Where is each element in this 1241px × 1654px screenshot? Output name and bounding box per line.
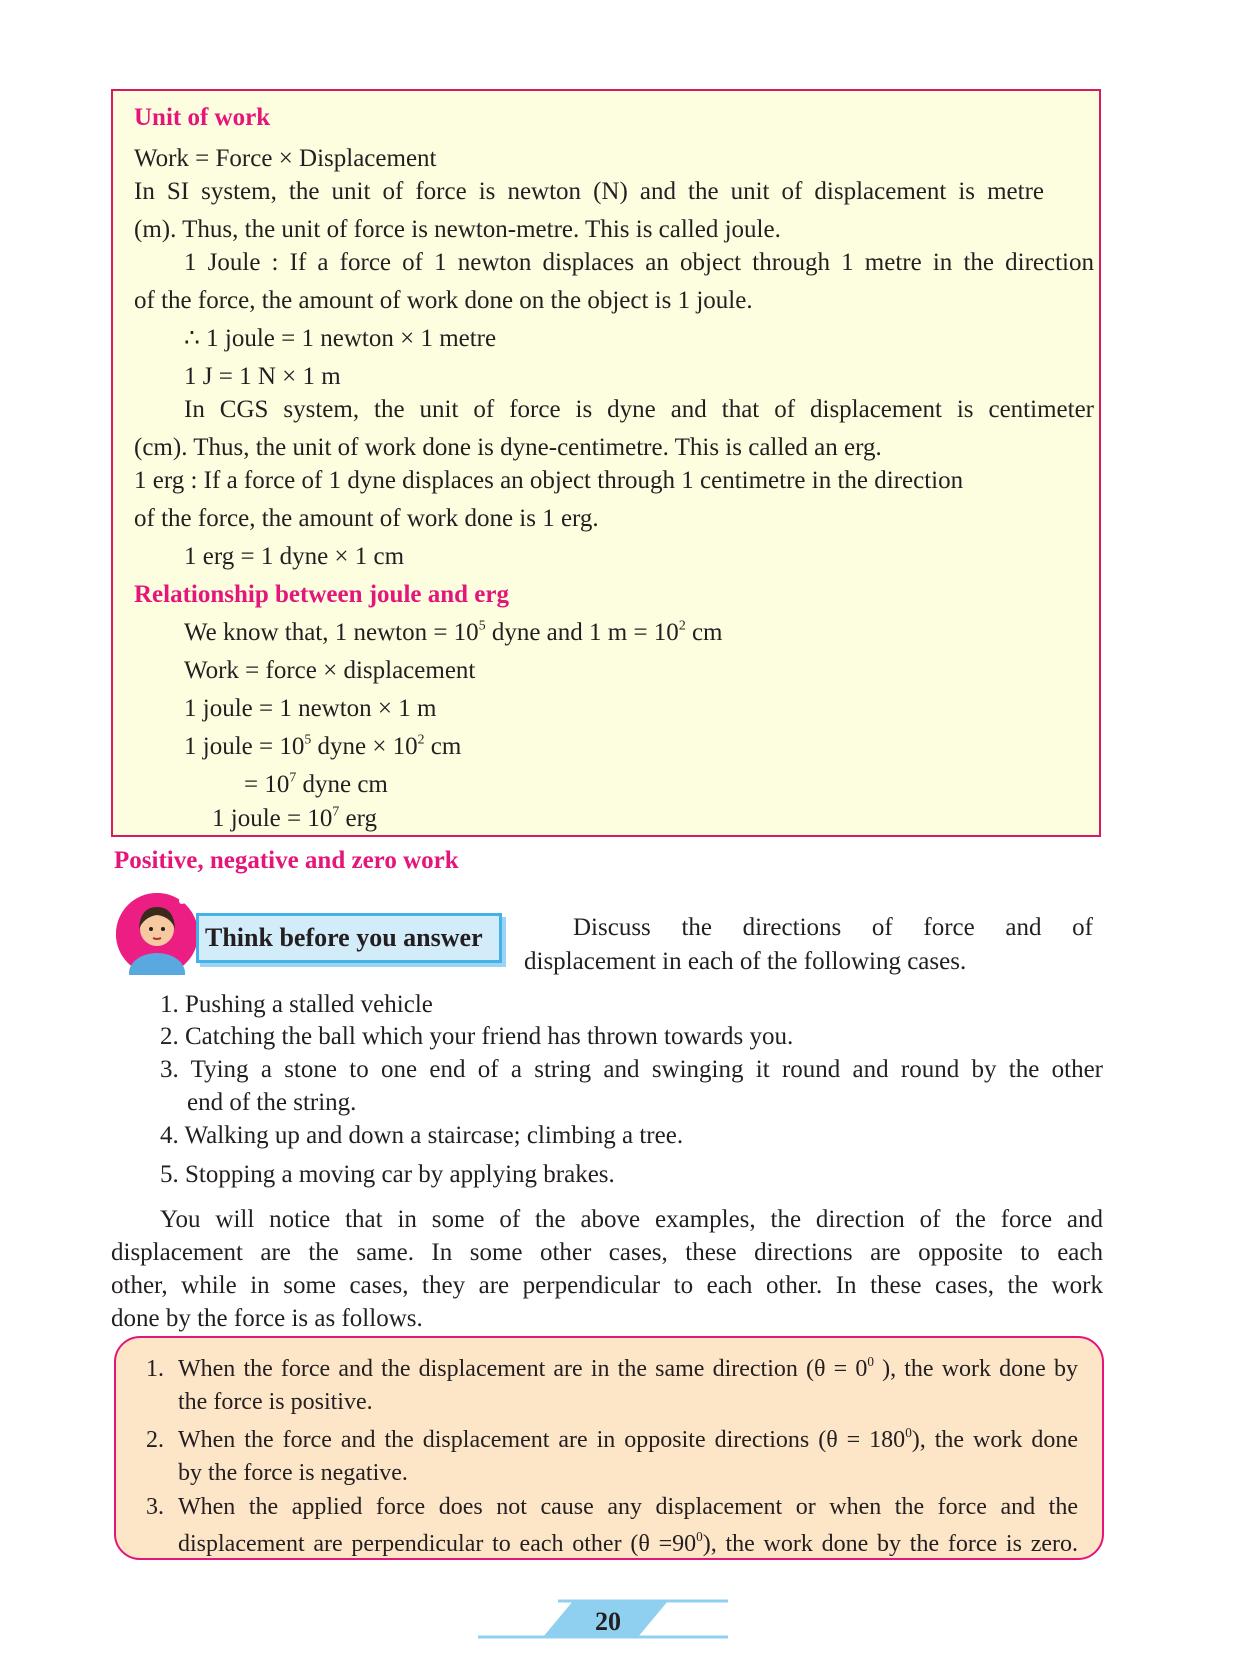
si-unit-text: In SI system, the unit of force is newton (N) and the unit of displacement is metre [134, 178, 1044, 205]
rule-3-cont: displacement are perpendicular to each other $(\theta =90^0)$, the work done by the force is zero. [178, 1529, 1078, 1557]
erg-equation: 1 erg = 1 dyne × 1 cm [184, 543, 405, 570]
erg-definition: 1 erg : If a force of 1 dyne displaces an object through 1 centimetre in the direction [134, 467, 964, 494]
rule-1-number: 1. [146, 1356, 164, 1382]
joule-equation: ∴ 1 joule = 1 newton × 1 metre [184, 325, 497, 352]
rule-1-cont: the force is positive. [178, 1389, 373, 1415]
para-line-3: other, while in some cases, they are perpendicular to each other. In these cases, the work [111, 1272, 1103, 1299]
thinking-girl-icon [116, 893, 198, 975]
joule-symbol-equation: 1 J = 1 N × 1 m [184, 363, 341, 390]
relation-line-5: = $10^7$ dyne cm [244, 769, 388, 798]
section-heading: Positive, negative and zero work [114, 847, 459, 874]
rule-2-cont: by the force is negative. [178, 1460, 408, 1486]
si-unit-text-2: (m). Thus, the unit of force is newton-metre. This is called joule. [134, 216, 781, 243]
rule-3-number: 3. [146, 1494, 164, 1520]
case-4: 4. Walking up and down a staircase; climbing a tree. [160, 1122, 684, 1149]
joule-definition: 1 Joule : If a force of 1 newton displaces an object through 1 metre in the direction [184, 249, 1094, 276]
case-1: 1. Pushing a stalled vehicle [160, 991, 433, 1018]
case-2: 2. Catching the ball which your friend has thrown towards you. [160, 1023, 794, 1050]
rule-2: When the force and the displacement are in opposite directions $(\theta = 180^0)$, the work done [178, 1425, 1078, 1453]
cgs-unit-text: In CGS system, the unit of force is dyne and that of displacement is centimeter [184, 396, 1094, 423]
case-3: 3. Tying a stone to one end of a string and swinging it round and round by the other [160, 1056, 1103, 1083]
think-intro-1: Discuss the directions of force and of [573, 914, 1093, 941]
joule-erg-heading: Relationship between joule and erg [134, 581, 509, 608]
relation-line-3: 1 joule = 1 newton × 1 m [184, 695, 437, 722]
case-5: 5. Stopping a moving car by applying brakes. [160, 1161, 615, 1188]
page-number: 20 [595, 1607, 621, 1636]
rule-3: When the applied force does not cause any displacement or when the force and the [178, 1494, 1078, 1520]
joule-definition-2: of the force, the amount of work done on the object is 1 joule. [134, 287, 753, 314]
relation-line-4: 1 joule = $10^5$ dyne × $10^2$ cm [184, 731, 462, 760]
para-line-2: displacement are the same. In some other cases, these directions are opposite to each [111, 1239, 1103, 1266]
relation-line-2: Work = force × displacement [184, 657, 476, 684]
rule-1: When the force and the displacement are in the same direction ($\theta = 0^0$ ), the work done by [178, 1354, 1078, 1382]
erg-definition-2: of the force, the amount of work done is 1 erg. [134, 505, 599, 532]
case-3-cont: end of the string. [187, 1089, 357, 1116]
rule-2-number: 2. [146, 1427, 164, 1453]
relation-line-1: We know that, 1 newton = $10^5$ dyne and 1 $m = 10^2$ cm [184, 617, 723, 646]
para-line-4: done by the force is as follows. [111, 1305, 423, 1332]
think-intro-2: displacement in each of the following cases. [524, 948, 967, 975]
work-formula: Work = Force × Displacement [134, 145, 437, 172]
think-before-answer-label: Think before you answer [196, 913, 502, 963]
relation-line-6: 1 joule = $10^7$ erg [212, 803, 377, 832]
para-line-1: You will notice that in some of the above examples, the direction of the force and [160, 1206, 1103, 1233]
cgs-unit-text-2: (cm). Thus, the unit of work done is dyne-centimetre. This is called an erg. [134, 434, 882, 461]
unit-of-work-heading: Unit of work [134, 104, 271, 131]
